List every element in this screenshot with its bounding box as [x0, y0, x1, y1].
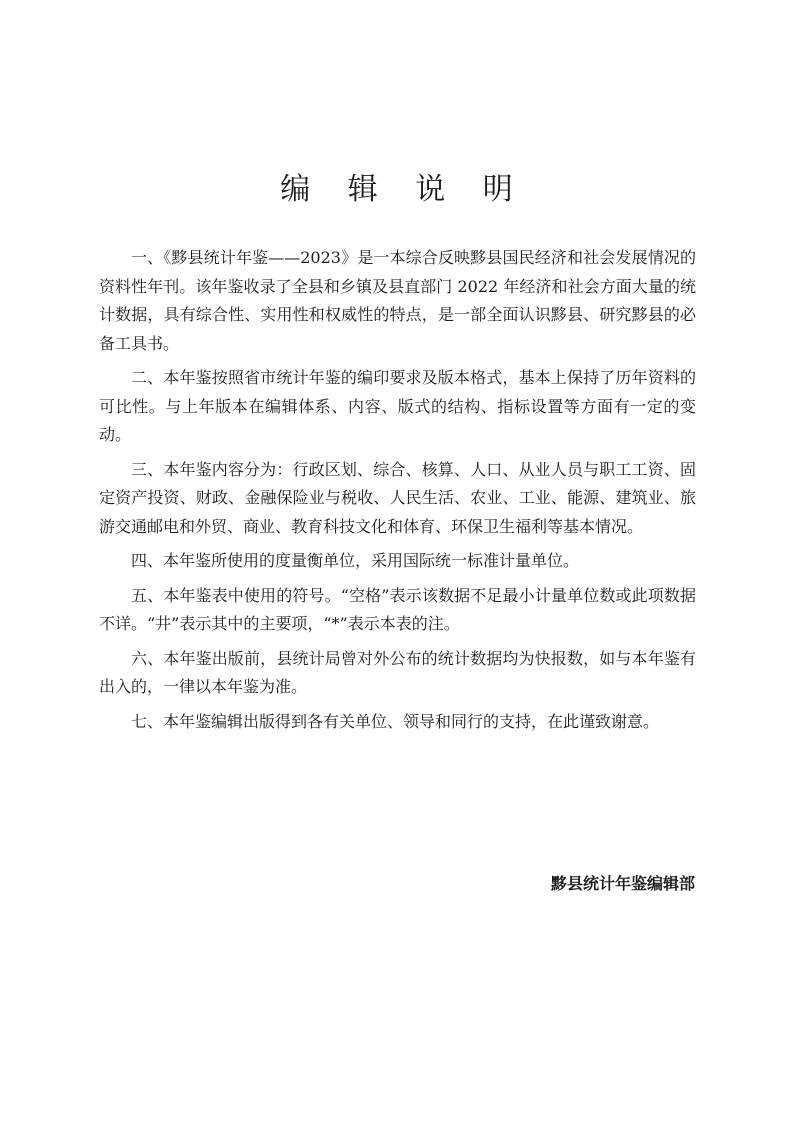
document-body: [99, 244, 696, 742]
paragraph-2: 二、本年鉴按照省市统计年鉴的编印要求及版本格式，基本上保持了历年资料的可比性。与上年版本在编辑体系、内容、版式的结构、指标设置等方面有一定的变动。: [99, 368, 696, 444]
paragraph-1: 一、《黟县统计年鉴——2023》是一本综合反映黟县国民经济和社会发展情况的资料性年刊。该年鉴收录了全县和乡镇及县直部门 2022 年经济和社会方面大量的统计数据，具有综合性、实用性和权威性的特点，是一部全面认识黟县、研究黟县的必备工具书。: [99, 248, 696, 353]
page-title: 编 辑 说 明: [280, 172, 527, 208]
paragraph-6: 六、本年鉴出版前，县统计局曾对外公布的统计数据均为快报数，如与本年鉴有出入的，一律以本年鉴为准。: [99, 648, 696, 696]
paragraph-3: 三、本年鉴内容分为：行政区划、综合、核算、人口、从业人员与职工工资、固定资产投资、财政、金融保险业与税收、人民生活、农业、工业、能源、建筑业、旅游交通邮电和外贸、商业、教育科技文化和体育、环保卫生福利等基本情况。: [99, 459, 696, 536]
paragraph-4: 四、本年鉴所使用的度量衡单位，采用国际统一标准计量单位。: [131, 551, 580, 570]
paragraph-7: 七、本年鉴编辑出版得到各有关单位、领导和同行的支持，在此谨致谢意。: [131, 711, 660, 731]
paragraph-5: 五、本年鉴表中使用的符号。“空格”表示该数据不足最小计量单位数或此项数据不详。“井”表示其中的主要项，“*”表示本表的注。: [99, 585, 696, 633]
signature: 黟县统计年鉴编辑部: [550, 874, 695, 893]
